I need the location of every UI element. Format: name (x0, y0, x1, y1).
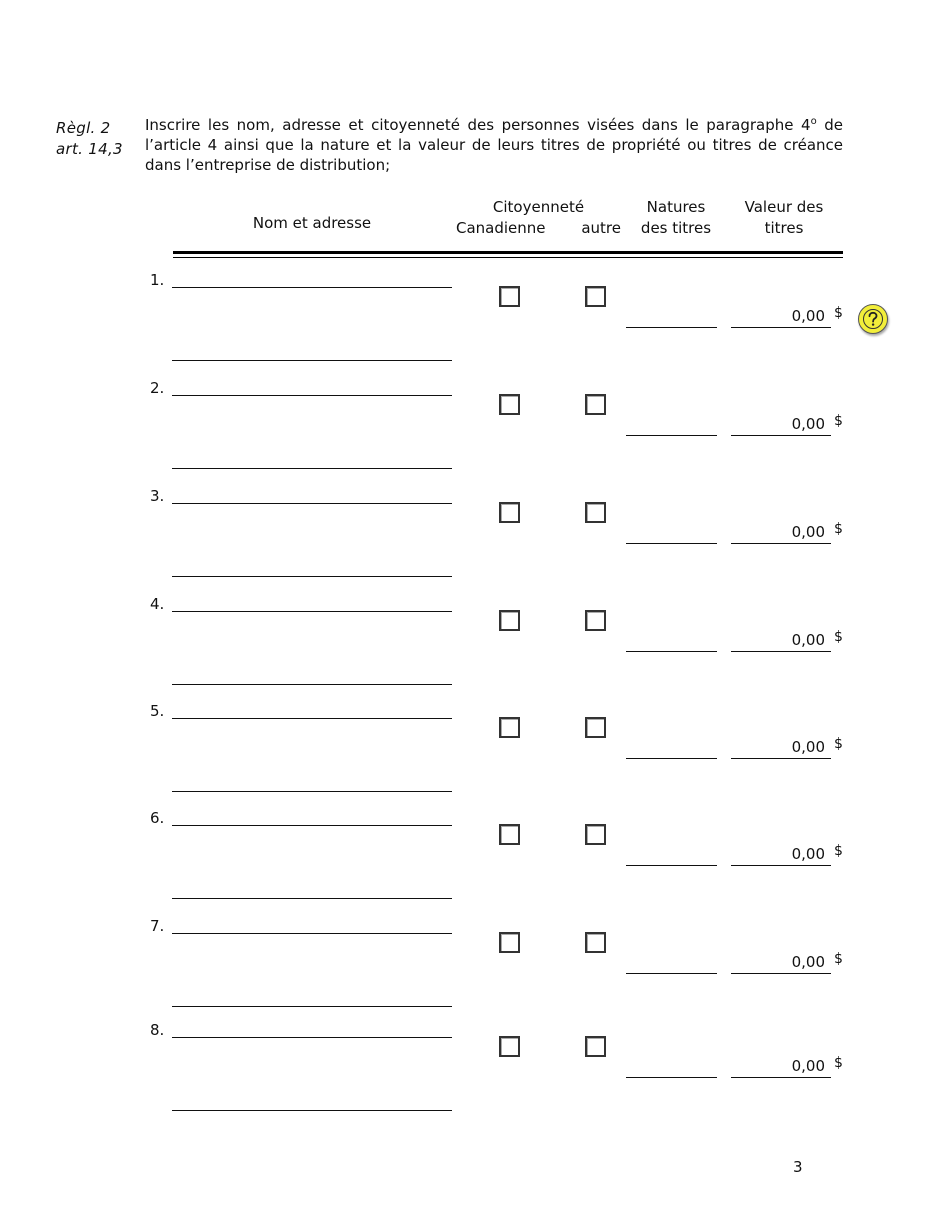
name-field[interactable] (172, 287, 452, 288)
currency-symbol: $ (834, 1055, 843, 1071)
address-field[interactable] (172, 576, 452, 577)
value-underline (731, 543, 831, 544)
header-rule-thick (173, 251, 843, 254)
autre-checkbox[interactable] (585, 1036, 606, 1057)
nature-field[interactable] (626, 758, 717, 759)
currency-symbol: $ (834, 521, 843, 537)
name-field[interactable] (172, 933, 452, 934)
value-underline (731, 1077, 831, 1078)
autre-checkbox[interactable] (585, 394, 606, 415)
header-autre: autre (581, 219, 621, 237)
value-underline (731, 973, 831, 974)
value-field[interactable]: 0,00 (791, 415, 825, 433)
header-valeur: Valeur des titres (744, 198, 824, 237)
value-field[interactable]: 0,00 (791, 738, 825, 756)
regulation-reference (56, 118, 123, 160)
reference-line-2: art. 14,3 (56, 140, 123, 158)
canadienne-checkbox[interactable] (499, 610, 520, 631)
page-number: 3 (793, 1158, 803, 1176)
row-number: 4. (150, 595, 165, 613)
row-number: 7. (150, 917, 165, 935)
value-underline (731, 435, 831, 436)
nature-field[interactable] (626, 865, 717, 866)
name-field[interactable] (172, 395, 452, 396)
currency-symbol: $ (834, 413, 843, 429)
table-row (0, 808, 950, 916)
help-button[interactable] (858, 304, 888, 334)
name-field[interactable] (172, 825, 452, 826)
autre-checkbox[interactable] (585, 824, 606, 845)
table-row (0, 594, 950, 702)
question-icon (862, 308, 884, 330)
row-number: 3. (150, 487, 165, 505)
instructions-paragraph: Inscrire les nom, adresse et citoyenneté des personnes visées dans le paragraphe 4$^o$ de l’article 4 ainsi que la nature et la valeur de leurs titres de propriété ou titres de créance dans l’entreprise de distribution; (145, 116, 843, 174)
value-field[interactable]: 0,00 (791, 845, 825, 863)
header-natures: Natures des titres (640, 198, 712, 237)
nature-field[interactable] (626, 543, 717, 544)
nature-field[interactable] (626, 651, 717, 652)
header-rule-thin (173, 257, 843, 258)
address-field[interactable] (172, 1006, 452, 1007)
name-field[interactable] (172, 1037, 452, 1038)
name-field[interactable] (172, 503, 452, 504)
header-citoyennete-title: Citoyenneté (492, 198, 585, 216)
canadienne-checkbox[interactable] (499, 502, 520, 523)
currency-symbol: $ (834, 305, 843, 321)
value-field[interactable]: 0,00 (791, 631, 825, 649)
row-number: 1. (150, 271, 165, 289)
canadienne-checkbox[interactable] (499, 932, 520, 953)
value-field[interactable]: 0,00 (791, 523, 825, 541)
address-field[interactable] (172, 1110, 452, 1111)
table-row (0, 270, 950, 378)
canadienne-checkbox[interactable] (499, 1036, 520, 1057)
table-row (0, 378, 950, 486)
canadienne-checkbox[interactable] (499, 717, 520, 738)
value-underline (731, 758, 831, 759)
autre-checkbox[interactable] (585, 610, 606, 631)
value-underline (731, 865, 831, 866)
canadienne-checkbox[interactable] (499, 394, 520, 415)
row-number: 8. (150, 1021, 165, 1039)
value-underline (731, 651, 831, 652)
canadienne-checkbox[interactable] (499, 824, 520, 845)
header-canadienne: Canadienne (456, 219, 546, 237)
row-number: 6. (150, 809, 165, 827)
row-number: 5. (150, 702, 165, 720)
name-field[interactable] (172, 611, 452, 612)
value-field[interactable]: 0,00 (791, 307, 825, 325)
currency-symbol: $ (834, 843, 843, 859)
address-field[interactable] (172, 684, 452, 685)
autre-checkbox[interactable] (585, 932, 606, 953)
address-field[interactable] (172, 360, 452, 361)
value-field[interactable]: 0,00 (791, 953, 825, 971)
currency-symbol: $ (834, 629, 843, 645)
nature-field[interactable] (626, 973, 717, 974)
autre-checkbox[interactable] (585, 286, 606, 307)
value-field[interactable]: 0,00 (791, 1057, 825, 1075)
address-field[interactable] (172, 468, 452, 469)
table-row (0, 486, 950, 594)
nature-field[interactable] (626, 1077, 717, 1078)
value-underline (731, 327, 831, 328)
row-number: 2. (150, 379, 165, 397)
currency-symbol: $ (834, 736, 843, 752)
currency-symbol: $ (834, 951, 843, 967)
nature-field[interactable] (626, 327, 717, 328)
address-field[interactable] (172, 898, 452, 899)
header-nom-adresse: Nom et adresse (252, 214, 372, 232)
header-citoyennete (456, 197, 621, 239)
canadienne-checkbox[interactable] (499, 286, 520, 307)
nature-field[interactable] (626, 435, 717, 436)
table-row (0, 701, 950, 809)
name-field[interactable] (172, 718, 452, 719)
autre-checkbox[interactable] (585, 717, 606, 738)
autre-checkbox[interactable] (585, 502, 606, 523)
table-row (0, 916, 950, 1024)
reference-line-1: Règl. 2 (56, 119, 111, 137)
address-field[interactable] (172, 791, 452, 792)
table-row (0, 1020, 950, 1128)
